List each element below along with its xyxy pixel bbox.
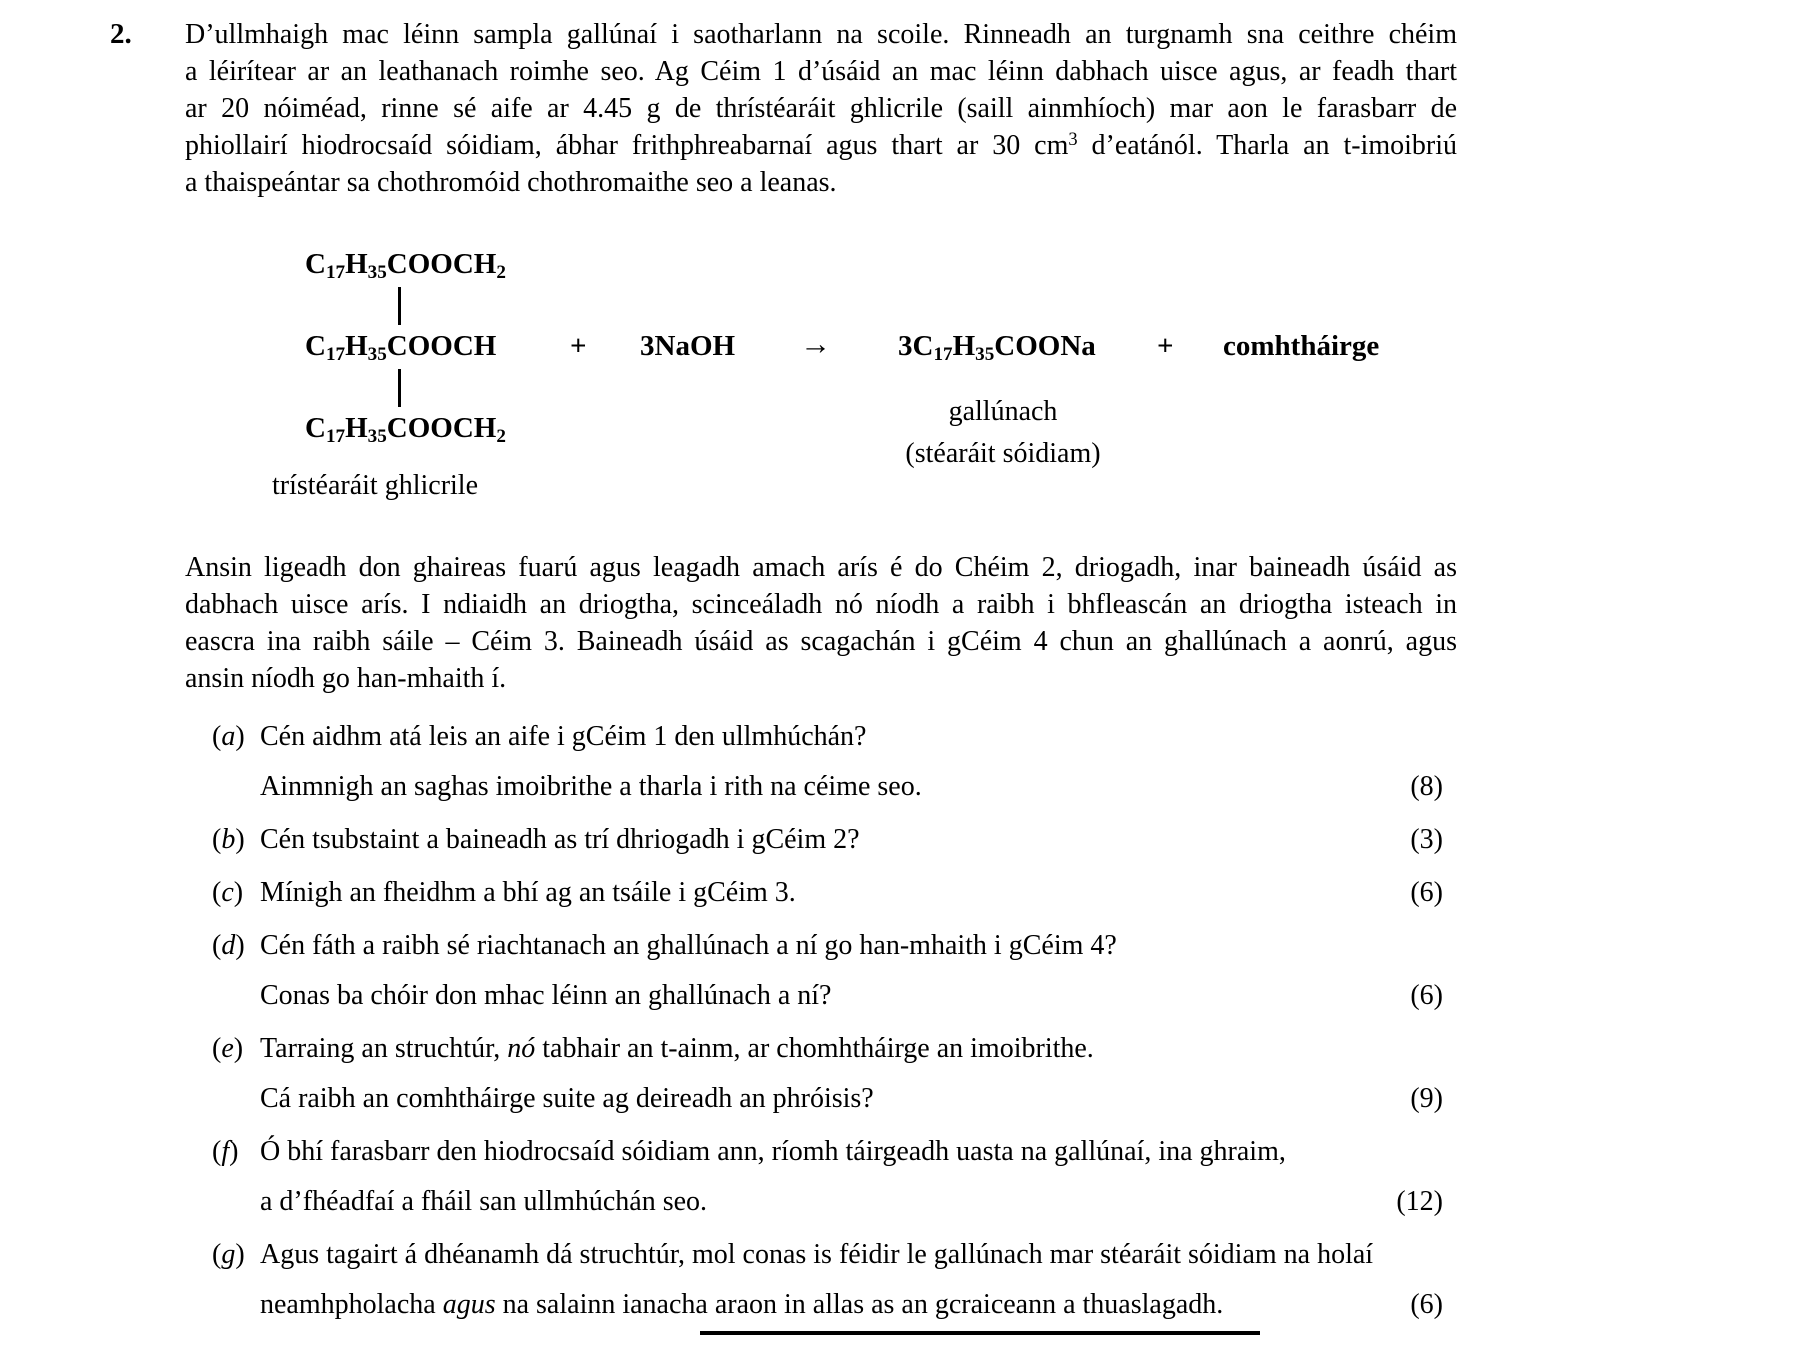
- question-item: [185, 1031, 1457, 1117]
- item-text: Conas ba chóir don mhac léinn an ghallúnach a ní?: [260, 980, 832, 1011]
- item-lines: [260, 875, 1457, 911]
- item-line: [260, 1287, 1457, 1323]
- item-lines: [260, 928, 1457, 1014]
- item-line: [260, 978, 1457, 1014]
- item-line: [260, 822, 1457, 858]
- question-number: 2.: [110, 18, 132, 50]
- item-lines: [260, 719, 1457, 805]
- item-line: [260, 928, 1457, 964]
- bond-line-bottom: [398, 369, 401, 407]
- question-item: [185, 822, 1457, 858]
- item-text: neamhpholacha agus na salainn ianacha araon in allas as an gcraiceann a thuaslagadh.: [260, 1289, 1224, 1320]
- item-line: [260, 1081, 1457, 1117]
- text-line: ar 20 nóiméad, rinne sé aife ar 4.45 g de thrístéaráit ghlicrile (saill ainmhíoch) mar aon le farasbarr de: [185, 93, 1457, 124]
- byproduct-label: comhtháirge: [1223, 330, 1380, 362]
- item-text: Agus tagairt á dhéanamh dá struchtúr, mol conas is féidir le gallúnach mar stéaráit sóidiam na holaí: [260, 1239, 1374, 1270]
- text-line: a léirítear ar an leathanach roimhe seo. Ag Céim 1 d’úsáid an mac léinn dabhach uisce agus, ar feadh thart: [185, 56, 1457, 87]
- item-line: [260, 875, 1457, 911]
- chemical-equation: [185, 241, 1457, 509]
- question-item: [185, 928, 1457, 1014]
- marks-badge: (6): [1410, 1289, 1443, 1320]
- product-formula: $3C_{17}H_{35}COONa$: [898, 330, 1096, 365]
- text-line: Ansin ligeadh don ghaireas fuarú agus leagadh amach arís é do Chéim 2, driogadh, inar baineadh úsáid as: [185, 552, 1457, 583]
- ester-formula-bottom: $C_{17}H_{35}COOCH_2$: [305, 412, 506, 447]
- marks-badge: (12): [1396, 1186, 1443, 1217]
- text-line: eascra ina raibh sáile – Céim 3. Baineadh úsáid as scagachán i gCéim 4 chun an ghallúnach a aonrú, agus: [185, 626, 1457, 657]
- item-text: Cá raibh an comhtháirge suite ag deireadh an phróisis?: [260, 1083, 874, 1114]
- intro-paragraph-1: [185, 16, 1457, 201]
- text-line: ansin níodh go han-mhaith í.: [185, 663, 507, 694]
- item-label: (c): [212, 877, 244, 908]
- marks-badge: (9): [1410, 1083, 1443, 1114]
- item-lines: [260, 1237, 1457, 1323]
- marks-badge: (6): [1410, 877, 1443, 908]
- item-text: Ainmnigh an saghas imoibrithe a tharla i rith na céime seo.: [260, 771, 922, 802]
- plus-operator-1: +: [570, 330, 587, 362]
- item-label: (e): [212, 1033, 244, 1064]
- reagent-naoh: 3NaOH: [640, 330, 736, 362]
- item-line: [260, 1031, 1457, 1067]
- item-text: Cén fáth a raibh sé riachtanach an ghallúnach a ní go han-mhaith i gCéim 4?: [260, 930, 1117, 961]
- text-line: phiollairí hiodrocsaíd sóidiam, ábhar frithphreabarnaí agus thart ar 30 $cm^3$ d’eatánól. Tharla an t-imoibriú: [185, 128, 1457, 161]
- bond-line-top: [398, 287, 401, 325]
- ester-formula-top: $C_{17}H_{35}COOCH_2$: [305, 248, 506, 283]
- marks-badge: (8): [1410, 771, 1443, 802]
- item-label: (d): [212, 930, 245, 961]
- item-text: Cén aidhm atá leis an aife i gCéim 1 den ullmhúchán?: [260, 721, 867, 752]
- item-line: [260, 1134, 1457, 1170]
- item-text: Cén tsubstaint a baineadh as trí dhriogadh i gCéim 2?: [260, 824, 860, 855]
- item-text: Tarraing an struchtúr, nó tabhair an t-ainm, ar chomhtháirge an imoibrithe.: [260, 1033, 1094, 1064]
- item-label: (b): [212, 824, 245, 855]
- text-line: dabhach uisce arís. I ndiaidh an driogtha, scinceáladh nó níodh a raibh i bhfleascán an driogtha isteach in: [185, 589, 1457, 620]
- product-name: gallúnach: [948, 396, 1058, 427]
- item-label: (f): [212, 1136, 239, 1167]
- ester-formula-mid: $C_{17}H_{35}COOCH$: [305, 330, 497, 365]
- item-text: Ó bhí farasbarr den hiodrocsaíd sóidiam ann, ríomh táirgeadh uasta na gallúnaí, ina ghraim,: [260, 1136, 1286, 1167]
- item-lines: [260, 1031, 1457, 1117]
- section-divider-rule: [700, 1331, 1260, 1335]
- item-text: a d’fhéadfaí a fháil san ullmhúchán seo.: [260, 1186, 708, 1217]
- reaction-arrow-icon: →: [800, 326, 831, 361]
- product-name-alt: (stéaráit sóidiam): [905, 438, 1101, 469]
- question-item: [185, 719, 1457, 805]
- plus-operator-2: +: [1157, 330, 1174, 362]
- text-line: a thaispeántar sa chothromóid chothromaithe seo a leanas.: [185, 167, 837, 198]
- ester-name-label: trístéaráit ghlicrile: [271, 470, 479, 501]
- item-line: [260, 769, 1457, 805]
- text-line: D’ullmhaigh mac léinn sampla gallúnaí i saotharlann na scoile. Rinneadh an turgnamh sna ceithre chéim: [185, 19, 1457, 50]
- question-item: [185, 1237, 1457, 1323]
- item-label: (g): [212, 1239, 245, 1270]
- item-line: [260, 719, 1457, 755]
- item-lines: [260, 822, 1457, 858]
- marks-badge: (3): [1410, 824, 1443, 855]
- item-line: [260, 1237, 1457, 1273]
- question-body: [185, 16, 1457, 1335]
- marks-badge: (6): [1410, 980, 1443, 1011]
- item-text: Mínigh an fheidhm a bhí ag an tsáile i gCéim 3.: [260, 877, 796, 908]
- question-items: [185, 719, 1457, 1323]
- question-item: [185, 1134, 1457, 1220]
- question-item: [185, 875, 1457, 911]
- item-label: (a): [212, 721, 245, 752]
- item-lines: [260, 1134, 1457, 1220]
- intro-paragraph-2: [185, 549, 1457, 697]
- item-line: [260, 1184, 1457, 1220]
